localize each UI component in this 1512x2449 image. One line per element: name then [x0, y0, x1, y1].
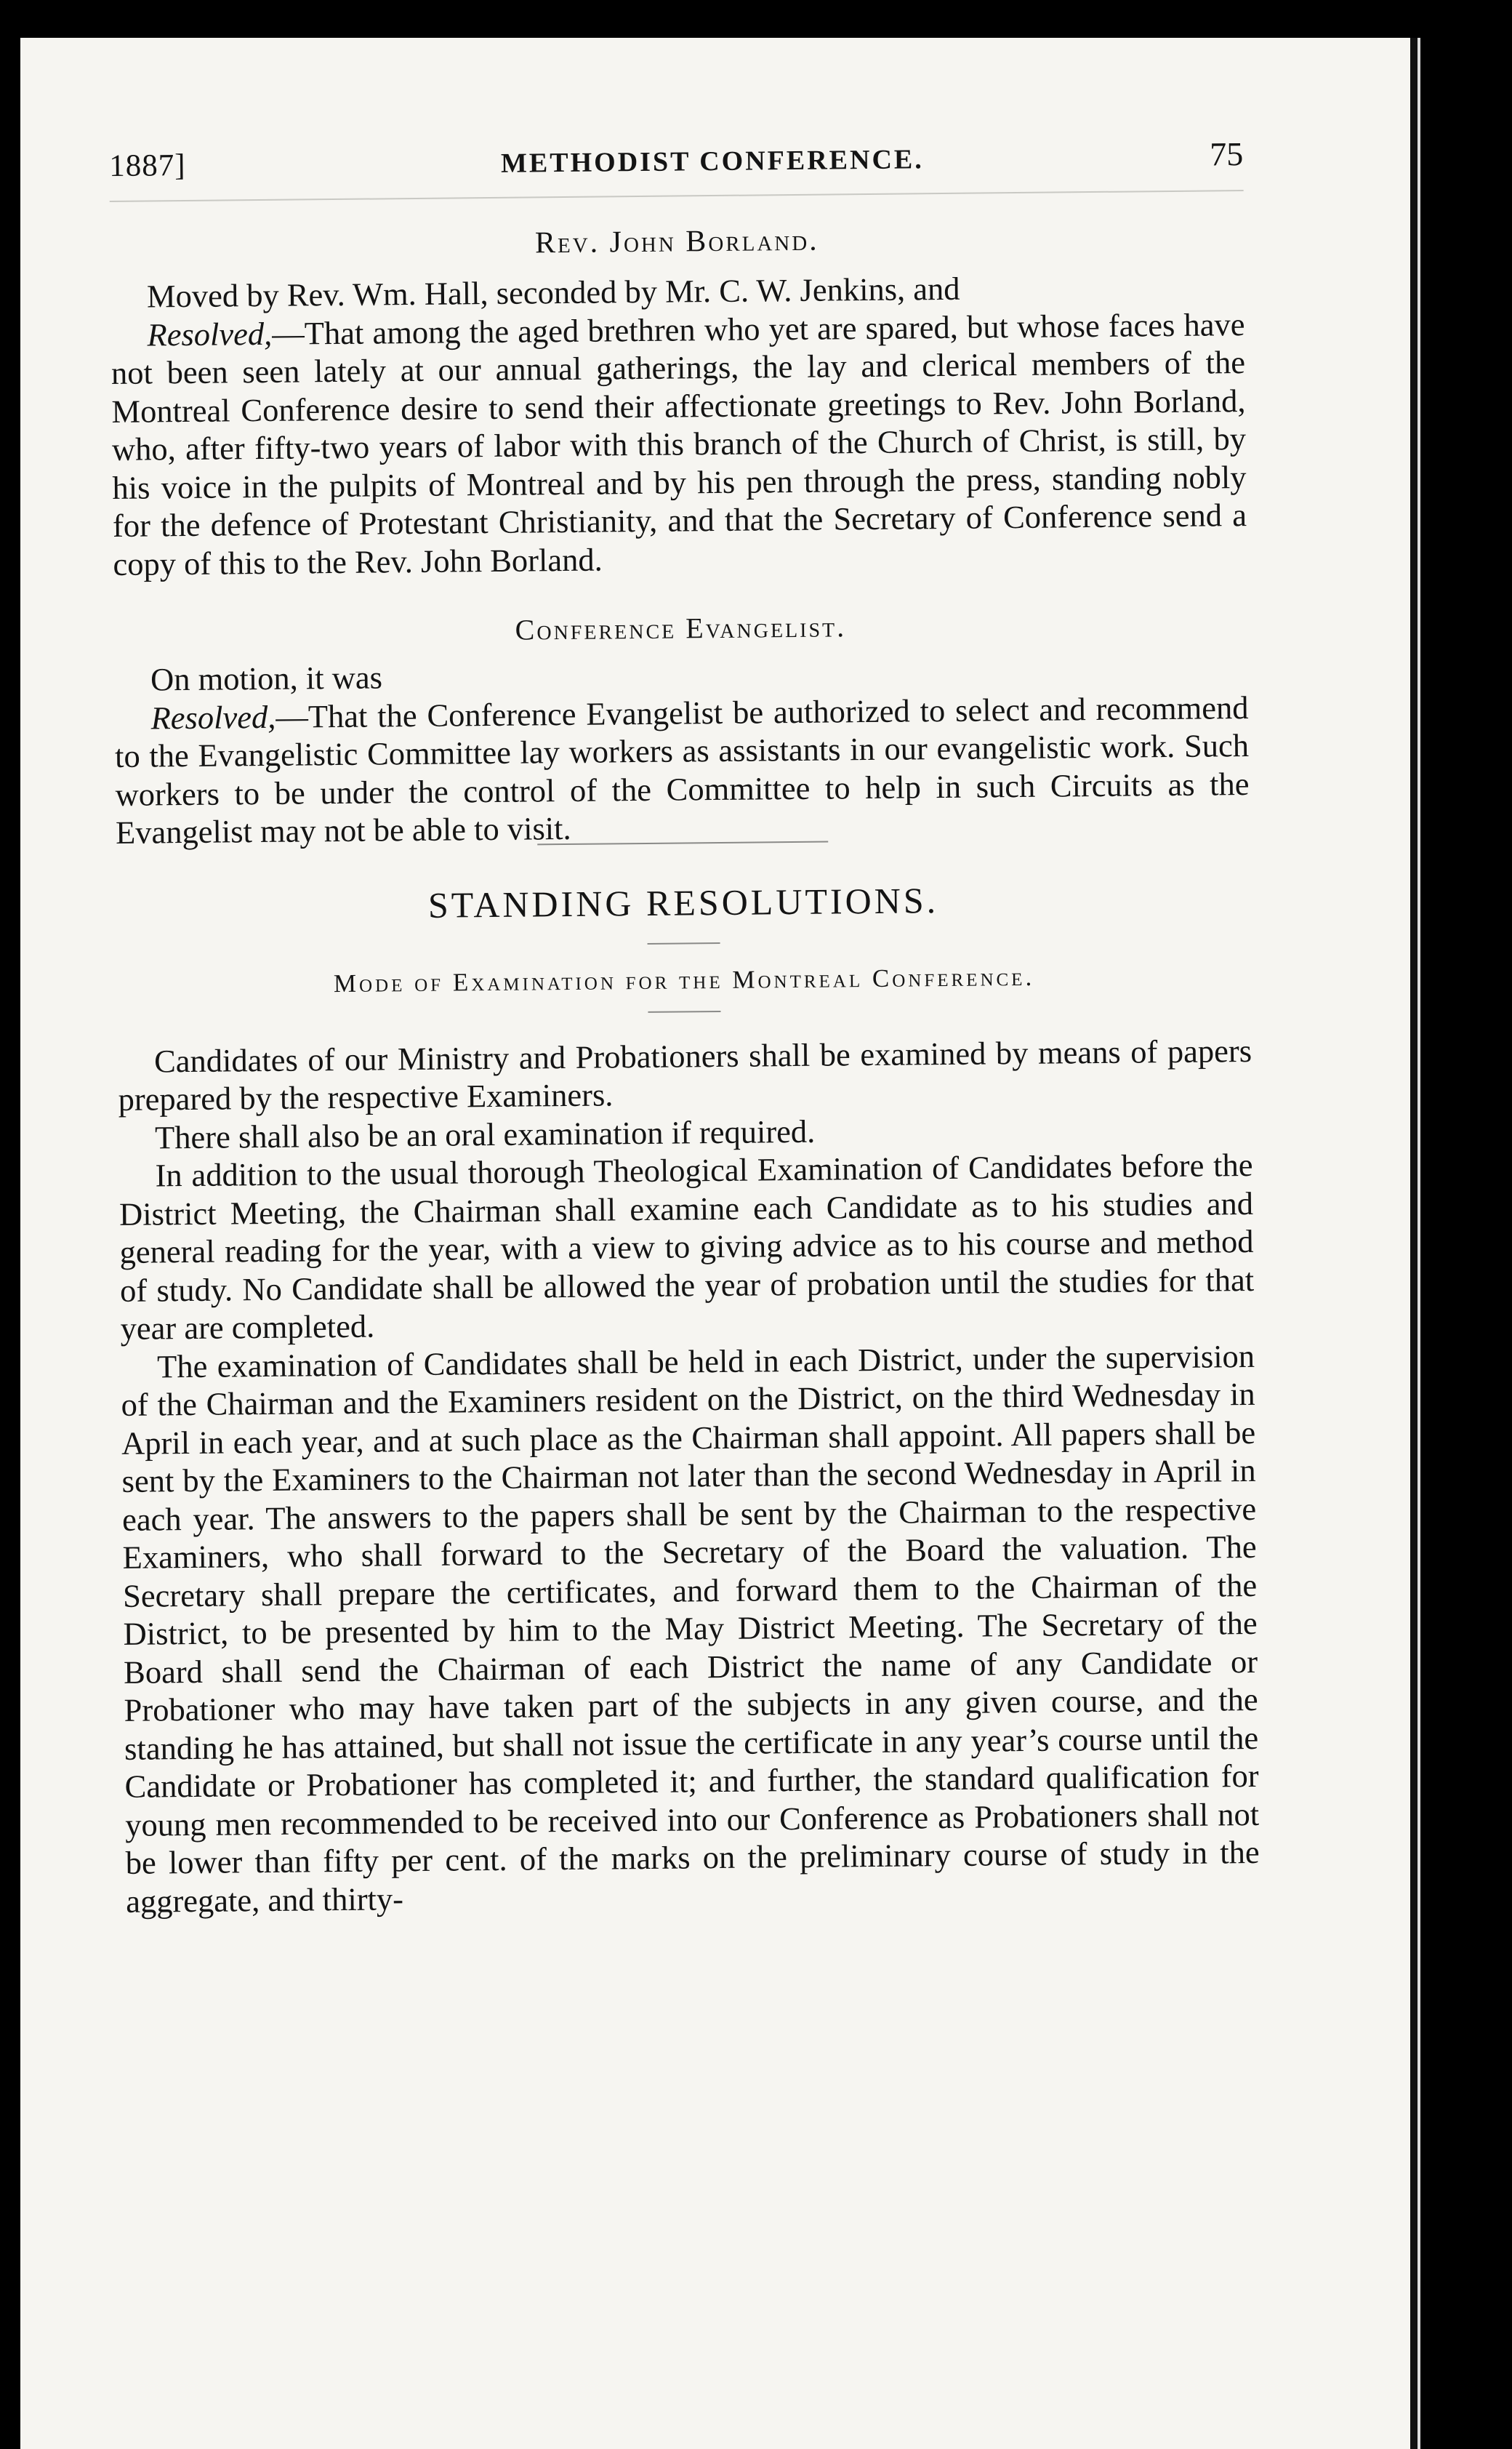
resolved-label: Resolved, [147, 315, 273, 353]
resolved-label: Resolved, [150, 698, 276, 736]
short-rule [648, 1010, 720, 1012]
evangelist-motion: On motion, it was [150, 659, 383, 698]
heading-standing-resolutions: STANDING RESOLUTIONS. [427, 879, 939, 926]
evangelist-resolution-text: —That the Conference Evangelist be authorized to select and recommend to the Evangelistic Committee lay workers as assistants in our evangelistic work. Such workers to be under the control of the Committee to help in such Circuits as the Evangelist may not be able to visit. [114, 689, 1250, 851]
evangelist-resolution [114, 688, 1250, 851]
running-head-year: 1887] [109, 148, 186, 183]
heading-mode-of-examination: Mode of Examination for the Montreal Conference. [333, 962, 1035, 998]
borland-resolution-text: —That among the aged brethren who yet are spared, but whose faces have not been seen lately at our annual gatherings, the lay and clerical members of the Montreal Conference desire to send their affectionate greetings to Rev. John Borland, who, after fifty-two years of labor with this branch of the Church of Christ, is still, by his voice in the pulpits of Montreal and by his pen through the press, standing nobly for the defence of Protestant Christianity, and that the Secretary of Conference send a copy of this to the Rev. John Borland. [110, 305, 1247, 582]
short-rule [648, 942, 720, 944]
page-content [109, 135, 1260, 1920]
standing-paragraph: There shall also be an oral examination if required. [154, 1113, 816, 1155]
running-head-title: METHODIST CONFERENCE. [500, 144, 924, 179]
heading-evangelist: Conference Evangelist. [515, 610, 847, 646]
standing-paragraph: The examination of Candidates shall be held in each District, under the supervision of the Chairman and the Examiners resident on the District, on the third Wednesday in April in each year, and at such place as the Chairman shall appoint. All papers shall be sent by the Examiners to the Chairman not later than the second Wednesday in April in each year. The answers to the papers shall be sent by the Chairman to the respective Examiners, who shall forward to the Secretary of the Board the valuation. The Secretary shall prepare the certificates, and forward them to the Chairman of the District, to be presented by him to the May District Meeting. The Secretary of the Board shall send the Chairman of each District the name of any Candidate or Probationer who may have taken part of the subjects in any given course, and the standing he has attained, but shall not issue the certificate in any year’s course until the Candidate or Probationer has completed it; and further, the standard qualification for young men recommended to be received into our Conference as Probationers shall not be lower than fifty per cent. of the marks on the preliminary course of study in the aggregate, and thirty- [121, 1337, 1260, 1920]
borland-resolution [110, 305, 1247, 583]
page-edge [1403, 38, 1497, 2449]
standing-paragraph: In addition to the usual thorough Theological Examination of Candidates before the District Meeting, the Chairman shall examine each Candidate as to his studies and general reading for the year, with a view to giving advice as to his course and method of study. No Candidate shall be allowed the year of probation until the studies for that year are completed. [118, 1146, 1255, 1347]
standing-paragraph: Candidates of our Ministry and Probationers shall be examined by means of papers prepared by the respective Examiners. [118, 1032, 1252, 1118]
borland-moved: Moved by Rev. Wm. Hall, seconded by Mr. C. W. Jenkins, and [146, 270, 960, 315]
running-head [109, 135, 1244, 202]
page-number: 75 [1209, 135, 1244, 173]
heading-borland: Rev. John Borland. [534, 223, 819, 260]
